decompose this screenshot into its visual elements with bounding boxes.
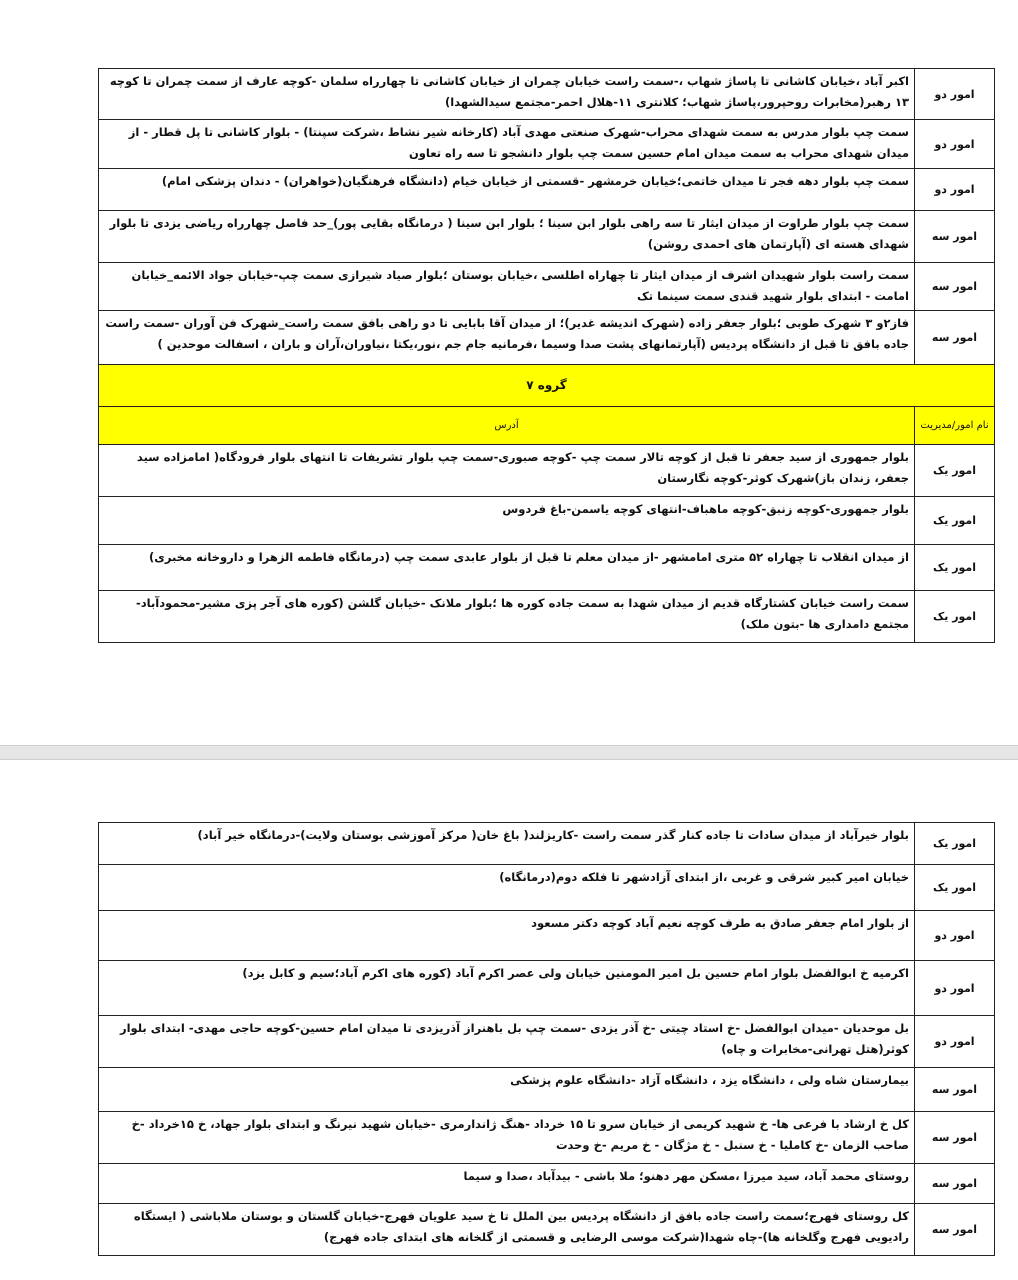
address-cell: بل موحدیان -میدان ابوالفضل -خ استاد چیتی -خ آذر یزدی -سمت چپ بل باهنراز آذریزدی تا میدان امام حسین-کوچه حاجی مهدی- ابتدای بلوار کوثر(هتل تهرانی-مخابرات و چاه)	[99, 1016, 915, 1068]
area-cell: امور دو	[915, 911, 995, 961]
area-cell: امور سه	[915, 311, 995, 365]
area-cell: امور یک	[915, 545, 995, 591]
area-cell: امور دو	[915, 120, 995, 169]
area-cell: امور سه	[915, 1164, 995, 1204]
table-row	[99, 1112, 995, 1164]
area-cell: امور سه	[915, 211, 995, 263]
address-cell: سمت چپ بلوار مدرس به سمت شهدای محراب-شهرک صنعتی مهدی آباد (کارخانه شیر نشاط ،شرکت سپنتا) - بلوار کاشانی تا پل قطار - از میدان شهدای محراب به سمت میدان امام حسین سمت چپ بلوار دانشجو تا سه راه تعاون	[99, 120, 915, 169]
area-cell: امور یک	[915, 865, 995, 911]
table-row	[99, 1016, 995, 1068]
address-cell: سمت چپ بلوار دهه فجر تا میدان خاتمی؛خیابان خرمشهر -قسمتی از خیابان خیام (دانشگاه فرهنگیان(خواهران) - دندان پزشکی امام)	[99, 169, 915, 211]
area-cell: امور دو	[915, 961, 995, 1016]
table-row	[99, 69, 995, 120]
address-cell: کل روستای فهرج؛سمت راست جاده بافق از دانشگاه پردیس بین الملل تا خ سید علویان فهرج-خیابان گلستان و بوستان ملاباشی ( ایستگاه رادیویی فهرج وگلخانه ها)-چاه شهدا(شرکت موسی الرضایی و قسمتی از گلخانه های ابتدای جاده فهرج)	[99, 1204, 915, 1256]
area-cell: امور دو	[915, 1016, 995, 1068]
area-cell: امور دو	[915, 169, 995, 211]
address-cell: از بلوار امام جعفر صادق به طرف کوچه نعیم آباد کوچه دکتر مسعود	[99, 911, 915, 961]
table-row	[99, 263, 995, 311]
table-row	[99, 591, 995, 643]
area-cell: امور یک	[915, 591, 995, 643]
table-row	[99, 911, 995, 961]
address-cell: سمت چپ بلوار طراوت از میدان ایثار تا سه راهی بلوار ابن سینا ؛ بلوار ابن سینا ( درمانگاه بقایی پور)_حد فاصل چهارراه ریاضی یزدی تا بلوار شهدای هسته ای (آپارتمان های احمدی روشن)	[99, 211, 915, 263]
address-cell: سمت راست بلوار شهیدان اشرف از میدان ایثار تا چهاراه اطلسی ،خیابان بوستان ؛بلوار صیاد شیرازی سمت چپ-خیابان جواد الائمه_خیابان امامت - ابتدای بلوار شهید قندی سمت سینما تک	[99, 263, 915, 311]
table-row	[99, 120, 995, 169]
address-cell: فاز۲و ۳ شهرک طوبی ؛بلوار جعفر زاده (شهرک اندیشه غدیر)؛ از میدان آقا بابایی تا دو راهی بافق سمت راست_شهرک فن آوران -سمت راست جاده بافق تا قبل از دانشگاه پردیس (آپارتمانهای پشت صدا وسیما ،فرمانیه جام جم ،نور،یکتا ،نیاوران،آران و باران ، اسفالت موحدین )	[99, 311, 915, 365]
table-row	[99, 961, 995, 1016]
address-cell: بلوار جمهوری-کوچه زنبق-کوچه ماهباف-انتهای کوچه یاسمن-باغ فردوس	[99, 497, 915, 545]
area-cell: امور یک	[915, 823, 995, 865]
table-row	[99, 823, 995, 865]
table-row	[99, 1204, 995, 1256]
area-cell: امور دو	[915, 69, 995, 120]
group-title: گروه ۷	[99, 365, 995, 407]
area-cell: امور سه	[915, 1204, 995, 1256]
address-cell: روستای محمد آباد، سید میرزا ،مسکن مهر دهنو؛ ملا باشی - بیدآباد ،صدا و سیما	[99, 1164, 915, 1204]
table-row	[99, 211, 995, 263]
table-row	[99, 865, 995, 911]
address-cell: کل خ ارشاد با فرعی ها- خ شهید کریمی از خیابان سرو تا ۱۵ خرداد -هنگ ژاندارمری -خیابان شهید نیرنگ و ابتدای بلوار جهاد، خ ۱۵خرداد -خ صاحب الزمان -خ کاملیا - خ سنبل - خ مژگان - خ مریم -خ وحدت	[99, 1112, 915, 1164]
page-two	[0, 760, 1018, 1280]
address-cell: از میدان انقلاب تا چهاراه ۵۲ متری امامشهر -از میدان معلم تا قبل از بلوار عابدی سمت چپ (درمانگاه فاطمه الزهرا و داروخانه مخبری)	[99, 545, 915, 591]
table-row	[99, 169, 995, 211]
header-row	[99, 407, 995, 445]
address-cell: بیمارستان شاه ولی ، دانشگاه یزد ، دانشگاه آزاد -دانشگاه علوم پزشکی	[99, 1068, 915, 1112]
page-separator	[0, 745, 1018, 760]
group-title-row	[99, 365, 995, 407]
table-row	[99, 311, 995, 365]
table-row	[99, 1068, 995, 1112]
table-row	[99, 445, 995, 497]
area-cell: امور سه	[915, 263, 995, 311]
area-cell: امور یک	[915, 445, 995, 497]
address-cell: سمت راست خیابان کشتارگاه قدیم از میدان شهدا به سمت جاده کوره ها ؛بلوار ملانک -خیابان گلشن (کوره های آجر پزی مشیر-محمودآباد-مجتمع دامداری ها -بتون ملک)	[99, 591, 915, 643]
outage-table-top	[98, 68, 995, 643]
address-cell: اکبر آباد ،خیابان کاشانی تا پاساژ شهاب ،-سمت راست خیابان چمران از خیابان کاشانی تا چهارراه سلمان -کوچه عارف از سمت چمران تا کوچه ۱۳ رهبر(مخابرات روحپرور،پاساژ شهاب؛ کلانتری ۱۱-هلال احمر-مجتمع سیدالشهدا)	[99, 69, 915, 120]
address-cell: خیابان امیر کبیر شرقی و غربی ،از ابتدای آزادشهر تا فلکه دوم(درمانگاه)	[99, 865, 915, 911]
table-row	[99, 1164, 995, 1204]
area-cell: امور سه	[915, 1112, 995, 1164]
address-cell: بلوار خیرآباد از میدان سادات تا جاده کنار گذر سمت راست -کاریزلند( باغ خان( مرکز آموزشی بوستان ولایت)-درمانگاه خیر آباد)	[99, 823, 915, 865]
table-row	[99, 497, 995, 545]
header-address: آدرس	[99, 407, 915, 445]
outage-table-bottom	[98, 822, 995, 1256]
table-row	[99, 545, 995, 591]
area-cell: امور سه	[915, 1068, 995, 1112]
header-area: نام امور/مدیریت	[915, 407, 995, 445]
area-cell: امور یک	[915, 497, 995, 545]
address-cell: اکرمیه خ ابوالفضل بلوار امام حسین بل امیر المومنین خیابان ولی عصر اکرم آباد (کوره های اکرم آباد؛سیم و کابل یزد)	[99, 961, 915, 1016]
address-cell: بلوار جمهوری از سید جعفر تا قبل از کوچه تالار سمت چپ -کوچه صبوری-سمت چپ بلوار تشریفات تا انتهای بلوار فرودگاه( امامزاده سید جعفر، زندان باز)شهرک کوثر-کوچه نگارستان	[99, 445, 915, 497]
